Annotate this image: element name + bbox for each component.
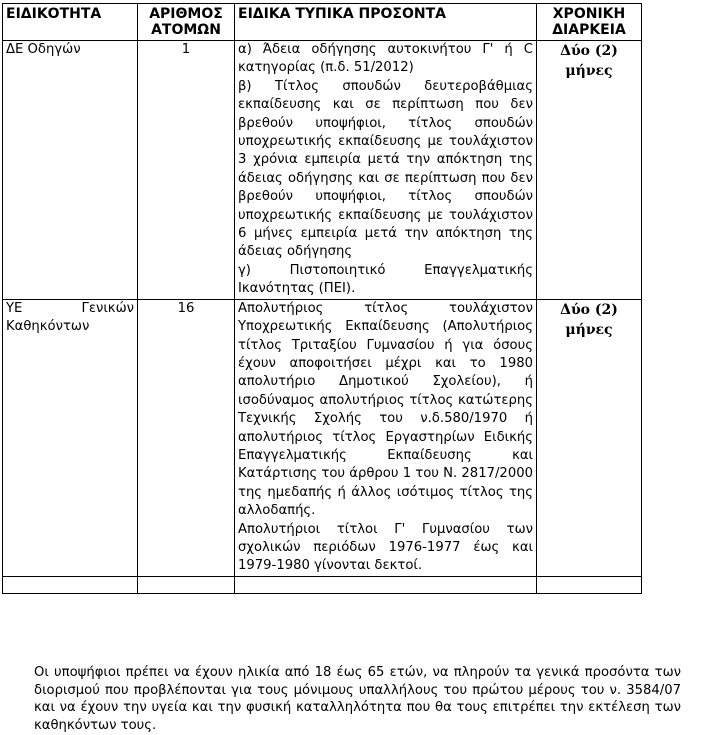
- table-row-general-duties: [3, 299, 642, 576]
- header-qualifications: [235, 4, 537, 41]
- qualification-main: Απολυτήριος τίτλος τουλάχιστον Υποχρεωτικής Εκπαίδευσης (Απολυτήριος τίτλος Τριταξίου Γυμνασίου ή για όσους έχουν αποφοιτήσει μέχρι και το 1980 απολυτήριο Δημοτικού Σχολείου), ή ισοδύναμος απολυτήριος τίτλος κατώτερης Τεχνικής Σχολής του ν.δ.580/1970 ή απολυτήριος τίτλος Εργαστηρίων Ειδικής Επαγγελματικής Εκπαίδευσης και Κατάρτισης του άρθρου 1 του Ν. 2817/2000 της ημεδαπής ή άλλος ισότιμος τίτλος της αλλοδαπής.: [238, 300, 533, 519]
- header-count-line2: ΑΤΟΜΩΝ: [151, 22, 221, 38]
- header-qualifications-label: ΕΙΔΙΚΑ ΤΥΠΙΚΑ ΠΡΟΣΟΝΤΑ: [238, 6, 446, 22]
- cell-qualifications: [235, 299, 537, 576]
- requirements-table: [2, 3, 642, 594]
- specialty-text: ΥΕ Γενικών Καθηκόντων: [6, 300, 134, 335]
- duration-line1: Δύο (2): [560, 43, 618, 59]
- qualification-extra: Απολυτήριοι τίτλοι Γ' Γυμνασίου των σχολικών περιόδων 1976-1977 έως και 1979-1980 γίνονται δεκτοί.: [238, 521, 533, 574]
- duration-line1: Δύο (2): [560, 301, 618, 318]
- header-duration-line1: ΧΡΟΝΙΚΗ: [552, 6, 626, 22]
- cell-qualifications: [235, 41, 537, 300]
- header-specialty: [3, 4, 138, 41]
- header-duration: [537, 4, 642, 41]
- table-row-drivers: [3, 41, 642, 300]
- cell-specialty: [3, 41, 138, 300]
- qualification-a: α) Άδεια οδήγησης αυτοκινήτου Γ' ή C κατηγορίας (π.δ. 51/2012): [238, 42, 533, 76]
- qualification-c: γ) Πιστοποιητικό Επαγγελματικής Ικανότητας (ΠΕΙ).: [238, 262, 533, 297]
- header-duration-line2: ΔΙΑΡΚΕΙΑ: [552, 22, 626, 38]
- cell-count: [138, 299, 235, 576]
- spacer-cell: [138, 576, 235, 593]
- spacer-cell: [537, 576, 642, 593]
- cell-count: [138, 41, 235, 300]
- header-specialty-label: ΕΙΔΙΚΟΤΗΤΑ: [6, 6, 102, 22]
- duration-line2: μήνες: [565, 63, 613, 79]
- table-header-row: [3, 4, 642, 41]
- cell-specialty: [3, 299, 138, 576]
- cell-duration: [537, 299, 642, 576]
- count-text: 16: [177, 300, 195, 316]
- qualification-b: β) Τίτλος σπουδών δευτεροβάθμιας εκπαίδευσης και σε περίπτωση που δεν βρεθούν υποψήφιοι, τίτλος σπουδών υποχρεωτικής εκπαίδευσης με τουλάχιστον 3 χρόνια εμπειρία μετά την απόκτηση της άδειας οδήγησης και σε περίπτωση που δεν βρεθούν υποψήφιοι, τίτλος σπουδών υποχρεωτικής εκπαίδευσης με τουλάχιστον 6 μήνες εμπειρία μετά την απόκτηση της άδειας οδήγησης: [238, 78, 533, 260]
- header-count-line1: ΑΡΙΘΜΟΣ: [149, 6, 223, 22]
- eligibility-note: Οι υποψήφιοι πρέπει να έχουν ηλικία από 18 έως 65 ετών, να πληρούν τα γενικά προσόντα των διορισμού που προβλέπονται για τους μόνιμους υπαλλήλους του πρώτου μέρους του ν. 3584/07 και να έχουν την υγεία και την φυσική καταλληλότητα που θα τους επιτρέπει την εκτέλεση των καθηκόντων τους.: [34, 665, 681, 733]
- duration-line2: μήνες: [565, 321, 613, 338]
- cell-duration: [537, 41, 642, 300]
- specialty-text: ΔΕ Οδηγών: [6, 42, 81, 57]
- table-spacer-row: [3, 576, 642, 593]
- spacer-cell: [3, 576, 138, 593]
- spacer-cell: [235, 576, 537, 593]
- header-count: [138, 4, 235, 41]
- count-text: 1: [181, 42, 191, 57]
